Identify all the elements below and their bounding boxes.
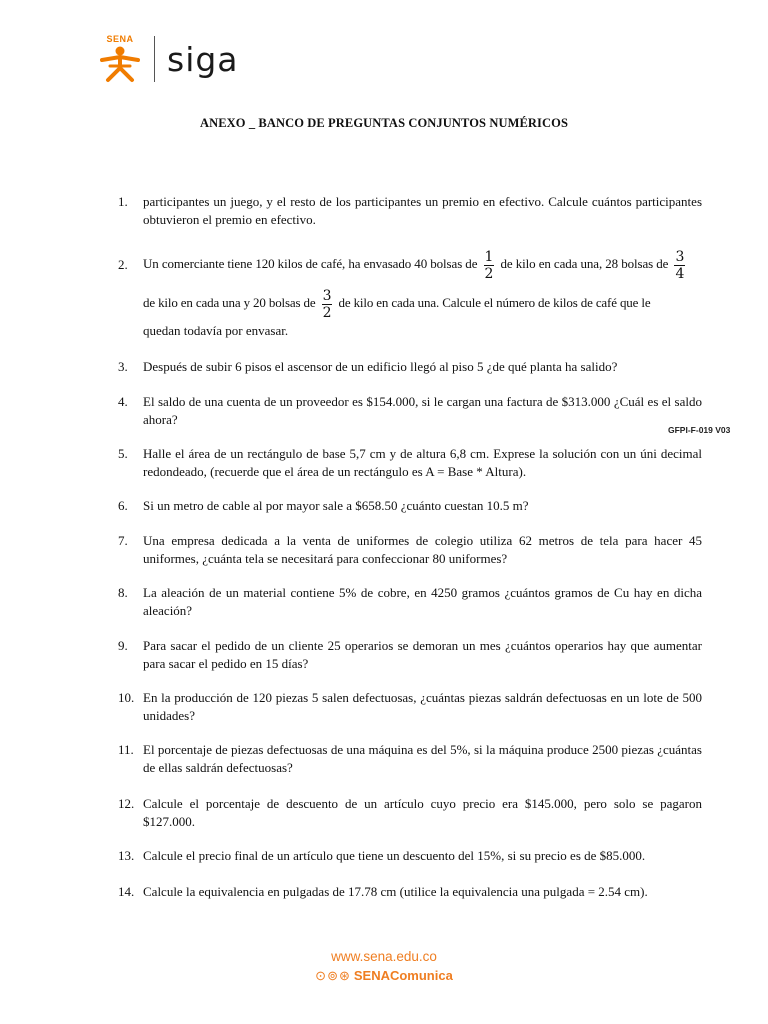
header-logos [96,34,239,84]
question-2-text-d: de kilo en cada una. Calcule el número de kilos de café que le [338,295,651,310]
fraction-three-halves [322,288,333,321]
question-8 [118,584,702,619]
question-2-text-c: de kilo en cada una y 20 bolsas de [143,295,316,310]
question-5 [118,445,702,480]
question-14 [118,883,702,901]
question-number: 10. [118,690,135,705]
question-2-text-b: de kilo en cada una, 28 bolsas de [500,256,669,271]
question-2-text-e: quedan todavía por envasar. [143,323,289,338]
question-number: 12. [118,796,135,811]
question-text: Halle el área de un rectángulo de base 5,7 cm y de altura 6,8 cm. Exprese la solución con un úni decimal redondeado, (recuerde que el área de un rectángulo es A = Base * Altura). [143,446,702,479]
footer-social-handle: SENAComunica [353,968,453,983]
question-text: La aleación de un material contiene 5% de cobre, en 4250 gramos ¿cuántos gramos de Cu hay en dicha aleación? [143,585,702,618]
question-12 [118,795,702,830]
question-7 [118,532,702,567]
question-number: 5. [118,446,128,461]
question-4 [118,393,702,428]
fraction-denominator: 2 [484,265,494,282]
question-10 [118,689,702,724]
question-number: 14. [118,884,135,899]
question-text: Después de subir 6 pisos el ascensor de un edificio llegó al piso 5 ¿de qué planta ha salido? [143,359,618,374]
footer-social [0,968,768,984]
question-text: Una empresa dedicada a la venta de uniformes de colegio utiliza 62 metros de tela para hacer 45 uniformes, ¿cuánta tela se necesitará para confeccionar 80 uniformes? [143,533,702,566]
fraction-denominator: 2 [322,304,332,321]
question-text: El saldo de una cuenta de un proveedor es $154.000, si le cargan una factura de $313.000 ¿Cuál es el saldo ahora? [143,394,702,427]
fraction-numerator: 3 [322,287,332,304]
question-text: participantes un juego, y el resto de los participantes un premio en efectivo. Calcule cuántos participantes obtuvieron el premio en efectivo. [143,194,702,227]
question-number: 4. [118,394,128,409]
question-number: 6. [118,498,128,513]
sena-logo [96,34,144,84]
fraction-denominator: 4 [675,265,685,282]
question-9 [118,637,702,672]
question-number: 11. [118,742,134,757]
fraction-numerator: 3 [675,248,685,265]
question-2-line-3 [143,322,288,340]
question-6 [118,497,702,515]
fraction-three-quarters [674,249,685,282]
question-2-line-2 [143,285,702,321]
sena-logo-text: SENA [106,34,134,44]
fraction-one-half [484,249,495,282]
question-text: Si un metro de cable al por mayor sale a $658.50 ¿cuánto cuestan 10.5 m? [143,498,529,513]
question-number: 3. [118,359,128,374]
question-1 [118,193,702,228]
fraction-numerator: 1 [484,248,494,265]
logo-divider [154,36,155,82]
question-number: 2. [118,257,128,272]
question-3 [118,358,702,376]
question-number: 1. [118,194,128,209]
question-number: 7. [118,533,128,548]
form-code: GFPI-F-019 V03 [668,425,731,435]
question-number: 8. [118,585,128,600]
question-number: 13. [118,848,135,863]
question-13 [118,847,702,865]
question-text: Calcule el precio final de un artículo que tiene un descuento del 15%, si su precio es de $85.000. [143,848,646,863]
question-text: Para sacar el pedido de un cliente 25 operarios se demoran un mes ¿cuántos operarios hay que aumentar para sacar el pedido en 15 días? [143,638,702,671]
siga-logo: siga [167,39,239,79]
sena-person-icon [96,44,144,84]
question-text: El porcentaje de piezas defectuosas de una máquina es del 5%, si la máquina produce 2500 piezas ¿cuántas de ellas saldrán defectuosas? [143,742,702,775]
question-11 [118,741,702,776]
question-text: Calcule el porcentaje de descuento de un artículo cuyo precio era $145.000, pero solo se pagaron $127.000. [143,796,702,829]
question-2-text-a: Un comerciante tiene 120 kilos de café, ha envasado 40 bolsas de [143,256,478,271]
footer-website: www.sena.edu.co [331,949,437,964]
question-2-line-1 [143,246,688,282]
social-media-icons: ⊙⊚⊛ [315,968,351,983]
document-title: ANEXO _ BANCO DE PREGUNTAS CONJUNTOS NUMÉRICOS [199,116,569,130]
question-number: 9. [118,638,128,653]
question-text: Calcule la equivalencia en pulgadas de 17.78 cm (utilice la equivalencia una pulgada = 2.54 cm). [143,884,648,899]
question-text: En la producción de 120 piezas 5 salen defectuosas, ¿cuántas piezas saldrán defectuosas en un lote de 500 unidades? [143,690,702,723]
